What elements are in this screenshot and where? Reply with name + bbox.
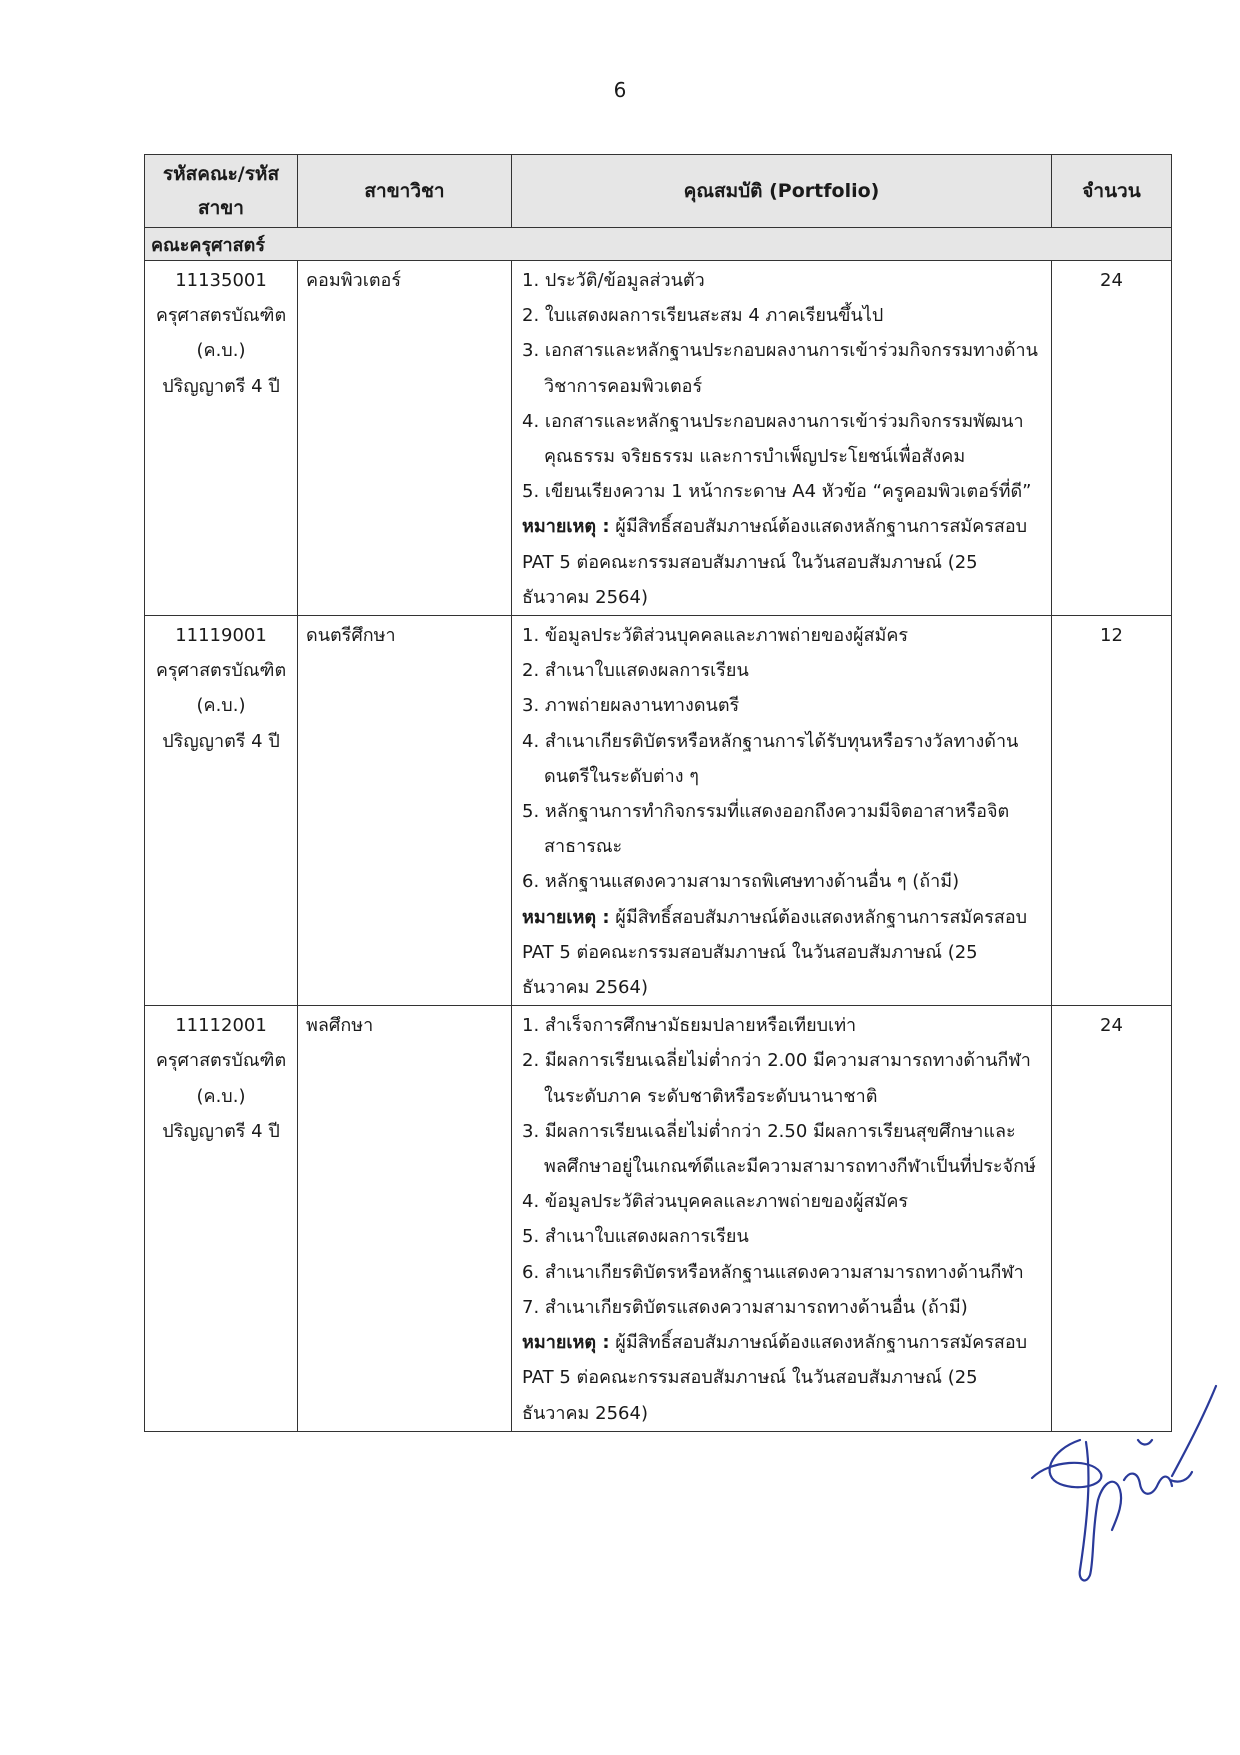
table-row	[145, 261, 1172, 616]
note-label: หมายเหตุ :	[522, 906, 610, 928]
qualification-item: 5. สำเนาใบแสดงผลการเรียน	[522, 1226, 749, 1248]
qualification-item: 1. ข้อมูลประวัติส่วนบุคคลและภาพถ่ายของผู้สมัคร	[522, 625, 909, 647]
qualification-item: 3. มีผลการเรียนเฉลี่ยไม่ต่ำกว่า 2.50 มีผลการเรียนสุขศึกษาและพลศึกษาอยู่ในเกณฑ์ดีและมีความสามารถทางกีฬาเป็นที่ประจักษ์	[522, 1120, 1036, 1178]
program-abbr: (ค.บ.)	[196, 340, 246, 362]
major-name: คอมพิวเตอร์	[298, 261, 512, 616]
qualification-item: 2. สำเนาใบแสดงผลการเรียน	[522, 660, 749, 682]
qualification-list	[522, 1008, 1045, 1325]
note-label: หมายเหตุ :	[522, 516, 610, 538]
program-degree: ครุศาสตรบัณฑิต	[155, 1050, 287, 1072]
qualification-item: 5. หลักฐานการทำกิจกรรมที่แสดงออกถึงความมีจิตอาสาหรือจิตสาธารณะ	[522, 801, 1010, 858]
note-text: ผู้มีสิทธิ์สอบสัมภาษณ์ต้องแสดงหลักฐานการสมัครสอบ PAT 5 ต่อคณะกรรมสอบสัมภาษณ์ ในวันสอบสัมภาษณ์ (25 ธันวาคม 2564)	[522, 906, 1028, 999]
table-header-row	[145, 155, 1172, 228]
program-code-cell	[145, 616, 298, 1006]
note	[522, 900, 1045, 1006]
program-abbr: (ค.บ.)	[196, 1085, 246, 1107]
program-duration: ปริญญาตรี 4 ปี	[162, 375, 280, 397]
qualification-list	[522, 618, 1045, 900]
quota-value: 24	[1052, 1006, 1172, 1431]
table-row	[145, 616, 1172, 1006]
qualification-item: 3. ภาพถ่ายผลงานทางดนตรี	[522, 695, 740, 717]
qualification-item: 3. เอกสารและหลักฐานประกอบผลงานการเข้าร่วมกิจกรรมทางด้านวิชาการคอมพิวเตอร์	[522, 340, 1038, 397]
header-major: สาขาวิชา	[298, 155, 512, 228]
qualification-item: 1. สำเร็จการศึกษามัธยมปลายหรือเทียบเท่า	[522, 1015, 857, 1037]
qualification-item: 5. เขียนเรียงความ 1 หน้ากระดาษ A4 หัวข้อ “ครูคอมพิวเตอร์ที่ดี”	[522, 481, 1032, 503]
qualifications-cell	[512, 1006, 1052, 1431]
note-text: ผู้มีสิทธิ์สอบสัมภาษณ์ต้องแสดงหลักฐานการสมัครสอบ PAT 5 ต่อคณะกรรมสอบสัมภาษณ์ ในวันสอบสัมภาษณ์ (25 ธันวาคม 2564)	[522, 516, 1028, 608]
qualification-item: 6. หลักฐานแสดงความสามารถพิเศษทางด้านอื่น ๆ (ถ้ามี)	[522, 871, 960, 893]
program-code-cell	[145, 261, 298, 616]
qualification-item: 2. ใบแสดงผลการเรียนสะสม 4 ภาคเรียนขึ้นไป	[522, 305, 884, 327]
program-code: 11119001	[175, 625, 267, 647]
qualification-item: 6. สำเนาเกียรติบัตรหรือหลักฐานแสดงความสามารถทางด้านกีฬา	[522, 1261, 1024, 1283]
portfolio-table	[144, 154, 1172, 1432]
signature-icon	[1020, 1380, 1220, 1600]
program-duration: ปริญญาตรี 4 ปี	[162, 1120, 280, 1142]
qualification-item: 2. มีผลการเรียนเฉลี่ยไม่ต่ำกว่า 2.00 มีความสามารถทางด้านกีฬาในระดับภาค ระดับชาติหรือระดับนานาชาติ	[522, 1050, 1031, 1107]
program-code: 11112001	[175, 1015, 267, 1037]
faculty-row	[145, 228, 1172, 261]
program-duration: ปริญญาตรี 4 ปี	[162, 730, 280, 752]
qualification-item: 4. สำเนาเกียรติบัตรหรือหลักฐานการได้รับทุนหรือรางวัลทางด้านดนตรีในระดับต่าง ๆ	[522, 730, 1019, 787]
note	[522, 509, 1045, 615]
qualification-item: 4. ข้อมูลประวัติส่วนบุคคลและภาพถ่ายของผู้สมัคร	[522, 1191, 909, 1213]
qualifications-cell	[512, 261, 1052, 616]
quota-value: 24	[1052, 261, 1172, 616]
program-code: 11135001	[175, 270, 267, 291]
header-qualifications: คุณสมบัติ (Portfolio)	[512, 155, 1052, 228]
qualification-item: 4. เอกสารและหลักฐานประกอบผลงานการเข้าร่วมกิจกรรมพัฒนาคุณธรรม จริยธรรม และการบำเพ็ญประโยชน์เพื่อสังคม	[522, 410, 1024, 468]
program-abbr: (ค.บ.)	[196, 695, 246, 717]
page-number: 6	[613, 78, 627, 102]
program-degree: ครุศาสตรบัณฑิต	[155, 660, 287, 682]
qualification-item: 1. ประวัติ/ข้อมูลส่วนตัว	[522, 270, 705, 291]
major-name: ดนตรีศึกษา	[298, 616, 512, 1006]
note	[522, 1325, 1045, 1431]
header-quota: จำนวน	[1052, 155, 1172, 228]
quota-value: 12	[1052, 616, 1172, 1006]
qualification-list	[522, 263, 1045, 509]
major-name: พลศึกษา	[298, 1006, 512, 1431]
header-code: รหัสคณะ/รหัสสาขา	[145, 155, 298, 228]
table-row	[145, 1006, 1172, 1431]
note-text: ผู้มีสิทธิ์สอบสัมภาษณ์ต้องแสดงหลักฐานการสมัครสอบ PAT 5 ต่อคณะกรรมสอบสัมภาษณ์ ในวันสอบสัมภาษณ์ (25 ธันวาคม 2564)	[522, 1332, 1028, 1424]
note-label: หมายเหตุ :	[522, 1332, 610, 1354]
qualifications-cell	[512, 616, 1052, 1006]
faculty-name: คณะครุศาสตร์	[145, 228, 1172, 261]
qualification-item: 7. สำเนาเกียรติบัตรแสดงความสามารถทางด้านอื่น (ถ้ามี)	[522, 1296, 968, 1318]
program-code-cell	[145, 1006, 298, 1431]
program-degree: ครุศาสตรบัณฑิต	[155, 305, 287, 327]
